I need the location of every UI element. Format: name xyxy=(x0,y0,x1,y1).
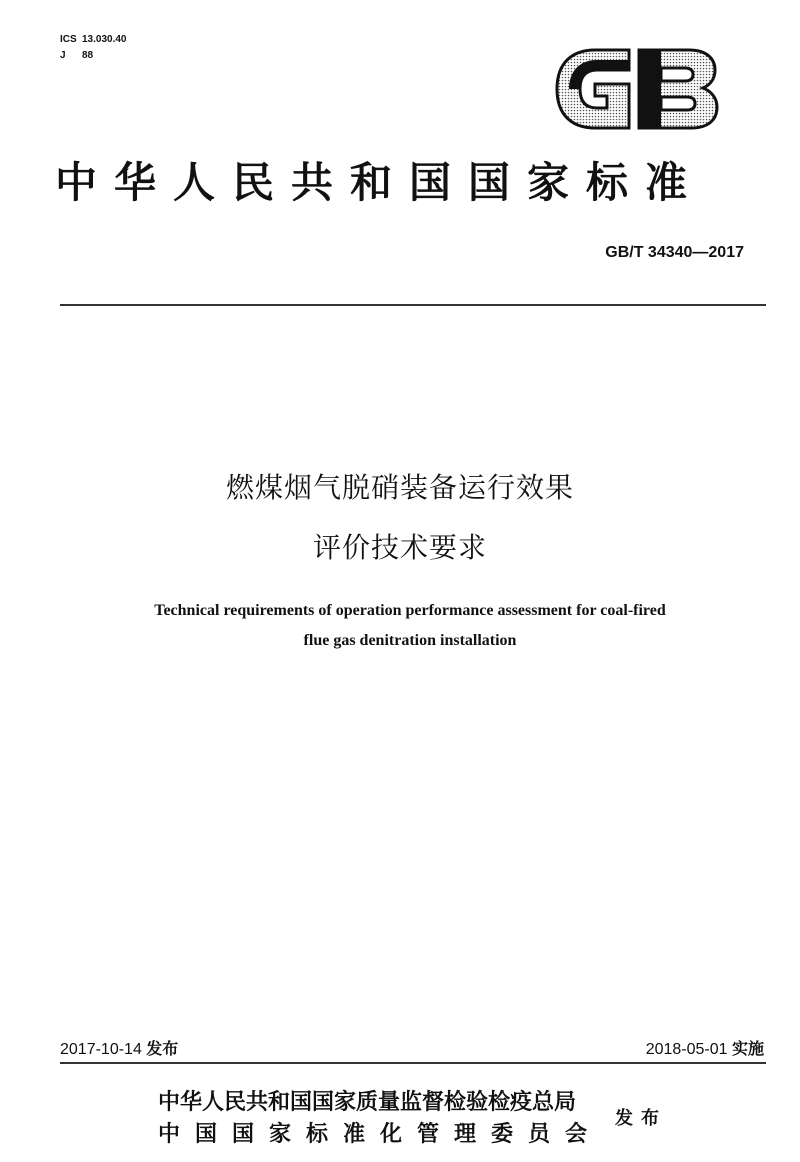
gb-logo-text: GB xyxy=(549,46,551,47)
issue-date: 2017-10-14 xyxy=(60,1041,142,1058)
ccs-label: J xyxy=(60,50,66,61)
implement-date-block xyxy=(646,1036,764,1059)
issuer-line1: 中华人民共和国国家质量监督检验检疫总局 xyxy=(158,1089,577,1115)
issuing-authorities xyxy=(158,1086,602,1150)
ics-value: 13.030.40 xyxy=(82,34,127,45)
ccs-code xyxy=(60,48,127,64)
title-en-line2: flue gas denitration installation xyxy=(303,632,517,649)
ics-code xyxy=(60,32,127,48)
issue-date-block xyxy=(60,1036,178,1059)
gb-logo xyxy=(549,46,721,132)
footer-divider xyxy=(60,1062,766,1064)
title-en-line1: Technical requirements of operation performance assessment for coal-fired xyxy=(154,602,666,619)
title-cn-line1: 燃煤烟气脱硝装备运行效果 xyxy=(225,471,574,504)
classification-block xyxy=(60,32,127,64)
implement-date: 2018-05-01 xyxy=(645,1041,728,1058)
standard-number: GB/T 34340—2017 xyxy=(605,244,744,261)
ccs-value: 88 xyxy=(82,50,94,61)
header-divider xyxy=(60,304,766,306)
ics-label: ICS xyxy=(60,34,77,45)
issuer-line2: 中国国家标准化管理委员会 xyxy=(158,1121,603,1147)
standard-category-title: 中华人民共和国国家标准 xyxy=(55,158,705,207)
issue-date-label: 发布 xyxy=(146,1041,179,1058)
title-cn-line2: 评价技术要求 xyxy=(312,531,487,564)
implement-date-label: 实施 xyxy=(731,1041,764,1058)
issue-verb: 发布 xyxy=(615,1108,667,1129)
